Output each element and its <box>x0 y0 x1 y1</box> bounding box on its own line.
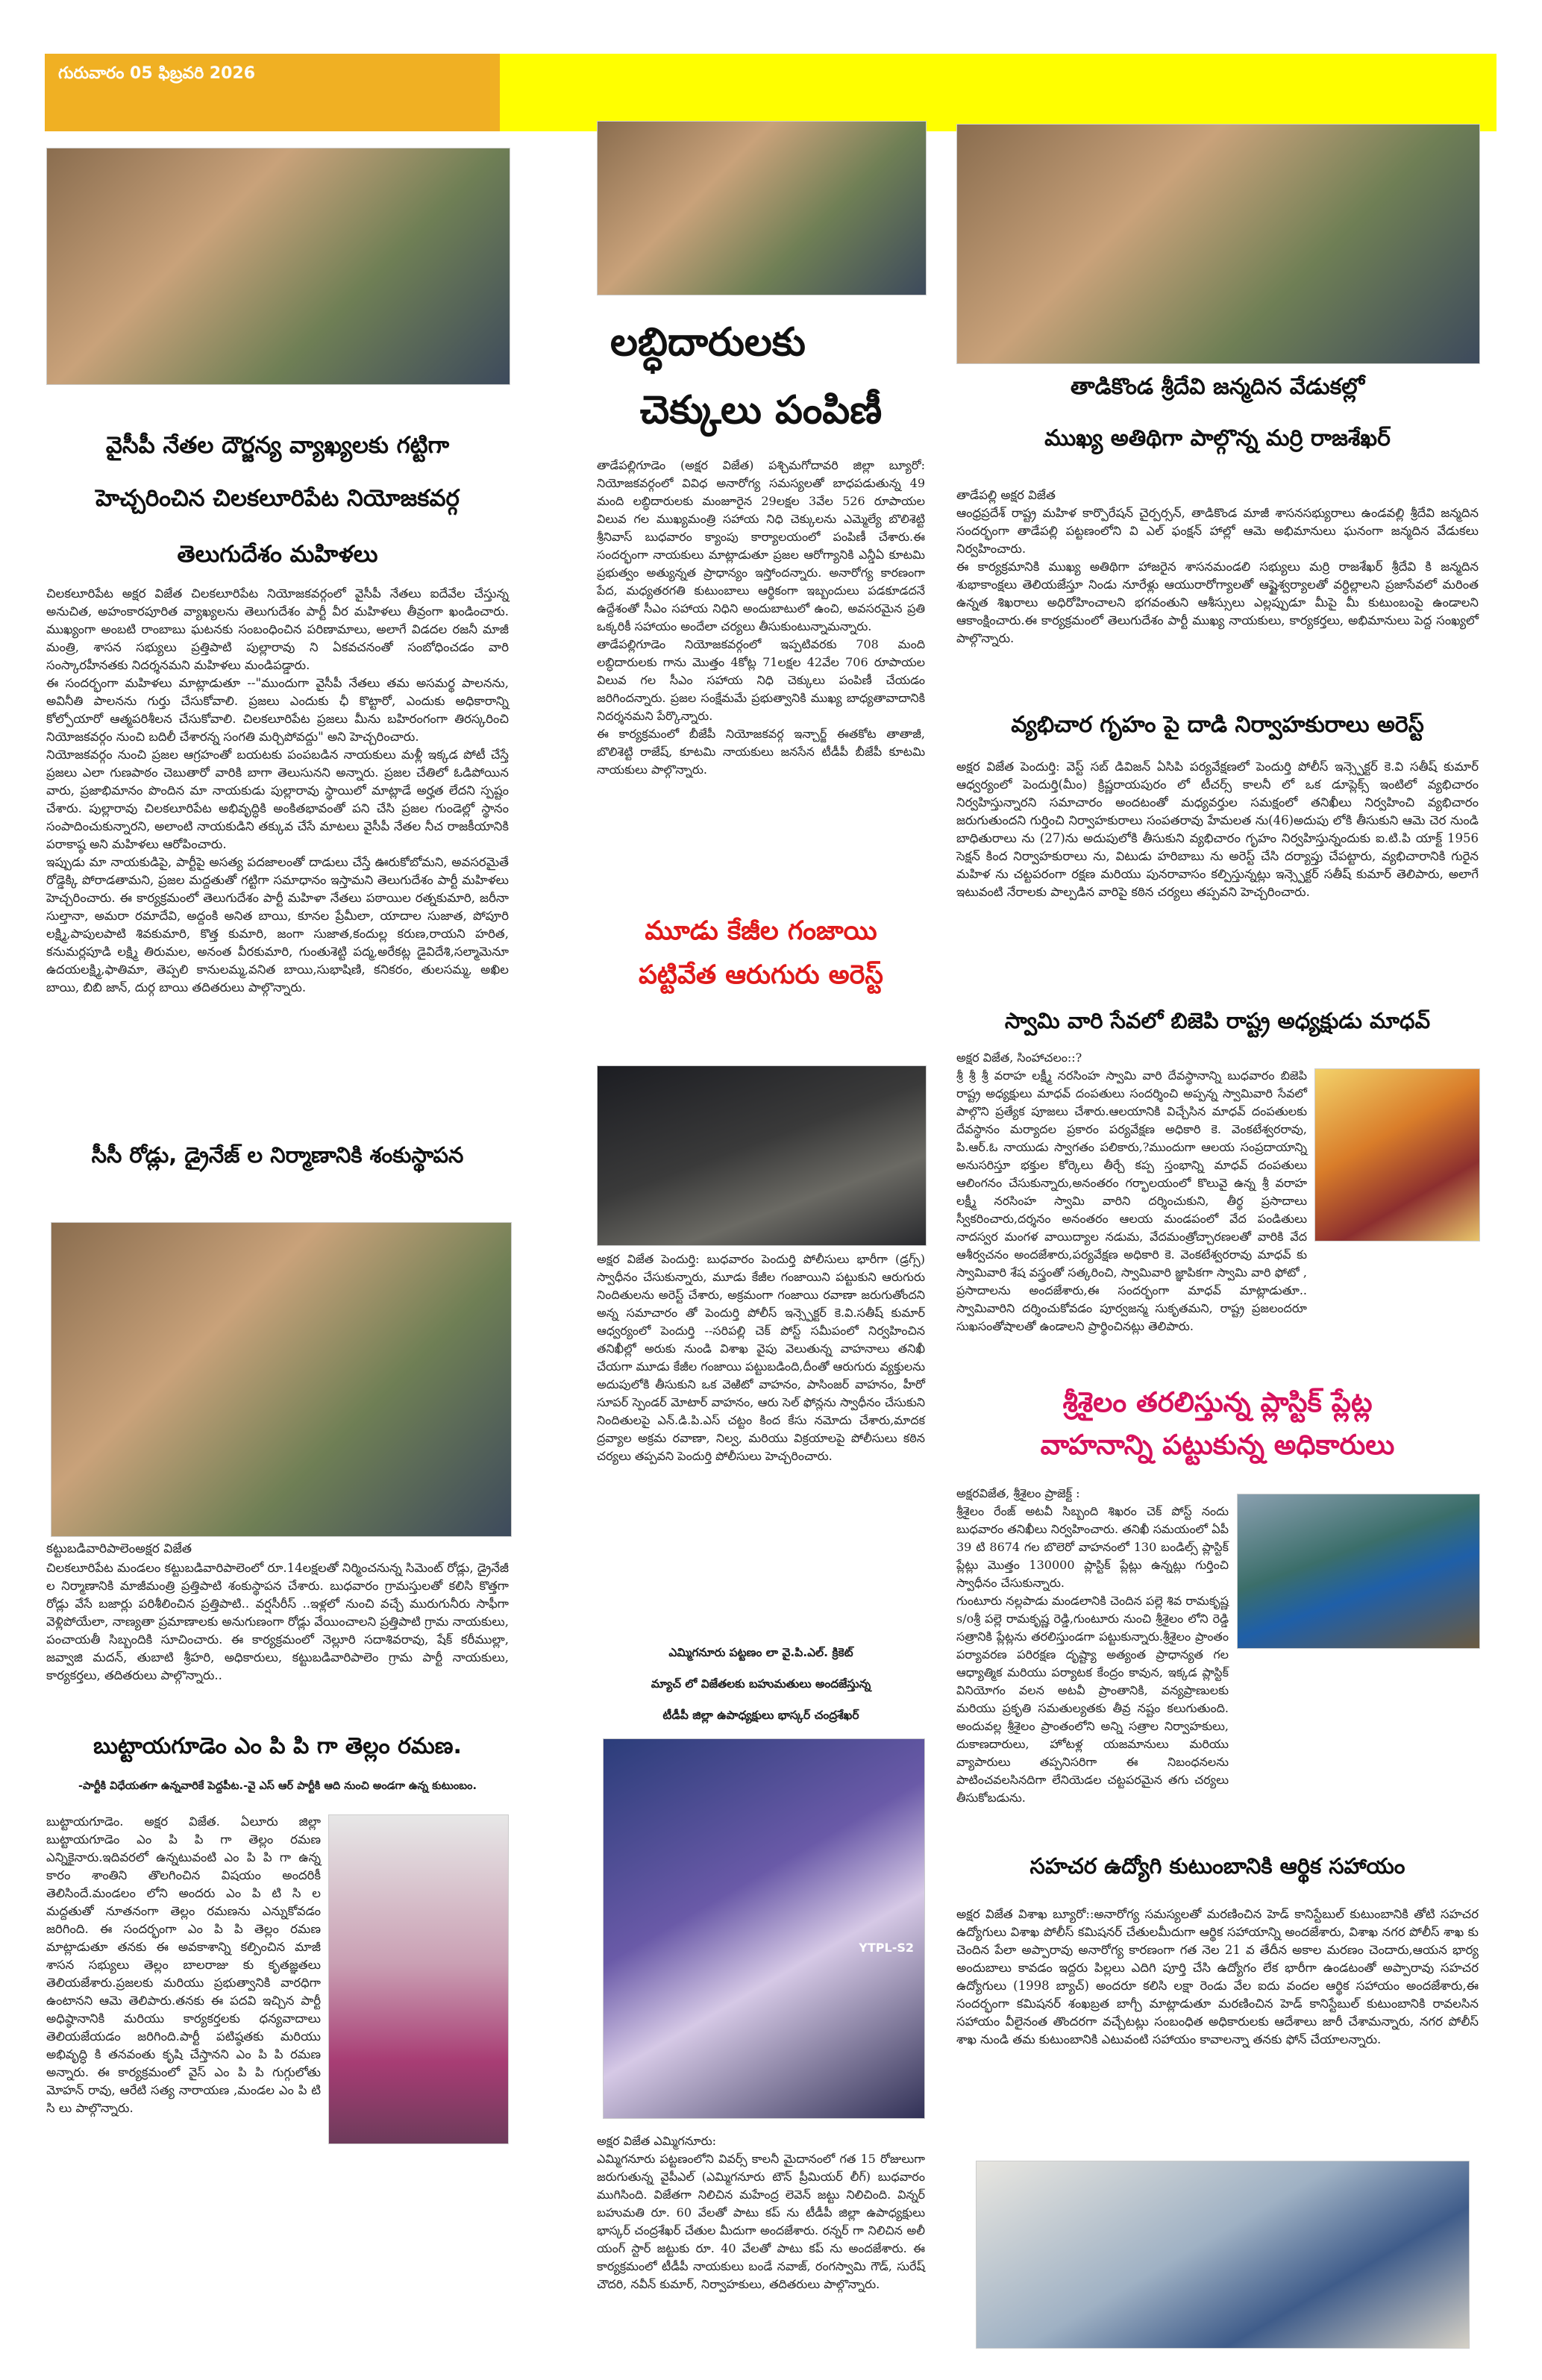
col3-article4-headline <box>956 1382 1479 1467</box>
col1-article2-headline: సీసీ రోడ్లు, డ్రైనేజ్ ల నిర్మాణానికి శంకుస్థాపన <box>91 1142 464 1168</box>
col2-article3-headline-line1: ఎమ్మిగనూరు పట్టణం లా వై.పి.ఎల్. క్రికెట్ <box>668 1646 853 1659</box>
col2-article1-body: తాడేపల్లిగూడెం (అక్షర విజేత) పశ్చిమగోదావరి జిల్లా బ్యూరో: నియోజకవర్గంలో వివిధ అనారోగ్య సమస్యలతో బాధపడుతున్న 49 మంది లబ్ధిదారులకు మంజూరైన 29లక్షల 3వేల 526 రూపాయల విలువ గల ముఖ్యమంత్రి సహాయ నిధి చెక్కులను ఎమ్మెల్యే బొలిశెట్టి శ్రీనివాస్ బుధవారం క్యాంపు కార్యాలయంలో పంపిణీ చేశారు.ఈ సందర్భంగా నాయకులు మాట్లాడుతూ ప్రజల ఆరోగ్యానికి ఎన్డీఏ కూటమి ప్రభుత్వం అత్యున్నత ప్రాధాన్యం ఇస్తోందన్నారు. అనారోగ్య కారణంగా పేద, మధ్యతరగతి కుటుంబాలు ఆర్థికంగా ఇబ్బందులు పడకూడదనే ఉద్దేశంతో సీఎం సహాయ నిధిని అందుబాటులో ఉంచి, అవసరమైన ప్రతి ఒక్కరికీ సహాయం అందేలా చర్యలు తీసుకుంటున్నామన్నారు. తాడేపల్లిగూడెం నియోజకవర్గంలో ఇప్పటివరకు 708 మంది లబ్ధిదారులకు గాను మొత్తం 4కోట్ల 71లక్షల 42వేల 706 రూపాయల విలువ గల సీఎం సహాయ నిధి చెక్కులు పంపిణీ చేయడం జరిగిందన్నారు. ప్రజల సంక్షేమమే ప్రభుత్వానికి ముఖ్య బాధ్యతావాదానికి నిదర్శనమని పేర్కొన్నారు. ఈ కార్యక్రమంలో బీజేపీ నియోజకవర్గ ఇన్చార్జ్ ఈతకోట తాతాజీ, బొలిశెట్టి రాజేష్, కూటమి నాయకులు జనసేన టీడీపీ బీజేపీ కూటమి నాయకులు పాల్గొన్నారు. <box>597 458 925 777</box>
col2-article1-headline <box>597 306 925 442</box>
col1-article1-body: చిలకలూరిపేట అక్షర విజేత చిలకలూరిపేట నియోజకవర్గంలో వైసీపీ నేతలు ఐదేవేల చేస్తున్న అనుచిత, అహంకారపూరిత వ్యాఖ్యలను తెలుగుదేశం పార్టీ వీర మహిళలు తీవ్రంగా ఖండించారు. ముఖ్యంగా అంబటి రాంబాబు ఘటనకు సంబంధించిన పరిణామాలు, అలాగే విడదల రజనీ మాజీ మంత్రి, శాసన సభ్యులు ప్రత్తిపాటి పుల్లారావు ని ఏకవచనంతో సంబోధించడం వారి సంస్కారహీనతకు నిదర్శనమని మహిళలు మండిపడ్డారు. ఈ సందర్భంగా మహిళలు మాట్లాడుతూ --"ముందుగా వైసీపీ నేతలు తమ అసమర్థ పాలనను, అవినీతి పాలనను గుర్తు చేసుకోవాలి. ప్రజలు ఎందుకు ఛీ కొట్టారో, ఎందుకు అధికారాన్ని కోల్పోయారో ఆత్మపరిశీలన చేసుకోవాలి. చిలకలూరిపేట ప్రజలు మీను బహిరంగంగా తిరస్కరించి నియోజకవర్గం నుంచి బదిలీ చేశారన్న సంగతి మర్చిపోవద్దు" అని హెచ్చరించారు. నియోజకవర్గం నుంచి ప్రజల ఆగ్రహంతో బయటకు పంపబడిన నాయకులు మళ్లీ ఇక్కడ పోటీ చేస్తే ప్రజలు ఎలా గుణపాఠం చెబుతారో వారికి బాగా తెలుసునని అన్నారు. ప్రజల చేతిలో ఓడిపోయిన వారు, ప్రజాభిమానం పొందిన మా నాయకుడు పుల్లారావు స్థాయిలో మాట్లాడే అర్హత లేదని స్పష్టం చేశారు. పుల్లారావు చిలకలూరిపేట అభివృద్ధికి అంకితభావంతో పని చేసి ప్రజల గుండెల్లో స్థానం సంపాదించుకున్నారని, అలాంటి నాయకుడిని తక్కువ చేసే మాటలు వైసీపీ నేతల నీచ రాజకీయానికి పరాకాష్ఠ అని మహిళలు ఆరోపించారు. ఇప్పుడు మా నాయకుడిపై, పార్టీపై అసత్య పదజాలంతో దాడులు చేస్తే ఊరుకోబోమని, అవసరమైతే రోడ్డెక్కి పోరాడతామని, ప్రజల మద్దతుతో గట్టిగా సమాధానం ఇస్తామని తెలుగుదేశం పార్టీ మహిళలు హెచ్చరించారు. ఈ కార్యక్రమంలో తెలుగుదేశం పార్టీ మహిళా నేతలు పఠాయిల రత్నకుమారి, జరీనా సుల్తానా, అమరా రమాదేవి, అద్దంకి అనిత బాయి, కూనల ప్రేమీలా, యాదాల సుజాత, పోపూరి లక్ష్మి,పాపులపాటి శివకుమారి, కొత్త కుమారి, జంగా సుజాత,కందుల్ల కరుణ,రాయని హరిత, కనుమర్లపూడి లక్ష్మి తిరుమల, అనంత వీరకుమారి, గుంతుశెట్టి పద్మ,అరేకట్ల డైవిదేశి,సల్మామెనూ ఉదయలక్ష్మి,ఫాతిమా, తెప్పలి కానులమ్మ,వనిత బాయి,సుభాషిణి, కనికరం, తులసమ్మ, అఖిల బాయి, బిబి జాన్, దుర్గ బాయి తదితరులు పాల్గొన్నారు. <box>46 586 509 995</box>
col3-article1-headline <box>956 363 1479 466</box>
col1-article3-subheadline: -పార్టీకి విధేయతగా ఉన్నవారికే పెద్దపీట.-వై ఎస్ ఆర్ పార్టీకి ఆది నుంచి అండగా ఉన్న కుటుంబం. <box>78 1780 477 1792</box>
col3-article1-headline-line2: ముఖ్య అతిథిగా పాల్గొన్న మర్రి రాజశేఖర్ <box>1044 425 1391 451</box>
photo-birthday-celebration <box>956 124 1480 364</box>
col1-article1-headline-line3: తెలుగుదేశం మహిళలు <box>177 541 378 568</box>
col2-article3-body: అక్షర విజేత ఎమ్మిగనూరు: ఎమ్మిగనూరు పట్టణంలోని వివర్స్ కాలనీ మైదానంలో గత 15 రోజులుగా జరుగుతున్న వైపీఎల్ (ఎమ్మిగనూరు టౌన్ ప్రీమియర్ లీగ్) బుధవారం ముగిసింది. విజేతగా నిలిచిన మహేంద్ర లెవెన్ జట్టు నిలిచింది. విన్నర్ బహుమతి రూ. 60 వేలతో పాటు కప్ ను టీడీపీ జిల్లా ఉపాధ్యక్షులు భాస్కర్ చంద్రశేఖర్ చేతుల మీదుగా అందజేశారు. రన్నర్ గా నిలిచిన అలీ యంగ్ స్టార్ జట్టుకు రూ. 40 వేలతో పాటు కప్ ను అందజేశారు. ఈ కార్యక్రమంలో టీడీపీ నాయకులు బండే నవాజ్, రంగస్వామి గౌడ్, సురేష్ చౌదరి, నవీన్ కుమార్, నిర్వాహకులు, తదితరులు పాల్గొన్నారు. <box>597 2134 925 2291</box>
col2-article1-headline-line2: చెక్కులు పంపిణీ <box>639 388 883 433</box>
photo-mpp-ramana <box>328 1814 509 2144</box>
col3-article4-body: అక్షరవిజేత, శ్రీశైలం ప్రాజెక్ట్ : శ్రీశైలం రేంజ్ అటవీ సిబ్బంది శిఖరం చెక్ పోస్ట్ నందు బుధవారం తనిఖీలు నిర్వహించారు. తనిఖీ సమయంలో ఏపీ 39 టి 8674 గల బొలెరో వాహనంలో 130 బండిల్స్ ప్లాస్టిక్ ప్లేట్లు మొత్తం 130000 ప్లాస్టిక్ ప్లేట్లు ఉన్నట్లు గుర్తించి స్వాధీనం చేసుకున్నారు. గుంటూరు నల్లపాడు మండలానికి చెందిన పల్లె శివ రామకృష్ణ s/oశ్రీ పల్లె రామకృష్ణ రెడ్డి,గుంటూరు నుంచి శ్రీశైలం లోని రెడ్డి సత్రానికి ప్లేట్లను తరలిస్తుండగా పట్టుకున్నారు.శ్రీశైలం ప్రాంతం పర్యావరణ పరిరక్షణ దృష్ట్యా అత్యంత ప్రాధాన్యత గల ఆధ్యాత్మిక మరియు పర్యాటక కేంద్రం కావున, ఇక్కడ ప్లాస్టిక్ వినియోగం వలన అటవీ ప్రాంతానికి, వన్యప్రాణులకు మరియు ప్రకృతి సమతుల్యతకు తీవ్ర నష్టం కలుగుతుంది. అందువల్ల శ్రీశైలం ప్రాంతంలోని అన్ని సత్రాల నిర్వాహకులు, దుకాణదారులు, హోటళ్ల యజమానులు మరియు వ్యాపారులు తప్పనిసరిగా ఈ నిబంధనలను పాటించవలసినదిగా లేనియెడల చట్టపరమైన తగు చర్యలు తీసుకోబడును. <box>956 1486 1229 1805</box>
col3-article2-body: అక్షర విజేత పెందుర్తి: వెస్ట్ సబ్ డివిజన్ ఏసిపి పర్యవేక్షణలో పెందుర్తి పోలీస్ ఇన్స్పెక్టర్ కె.వి సతీష్ కుమార్ ఆధ్వర్యంలో పెందుర్తి(మీం) క్రిష్ణరాయపురం లో టీచర్స్ కాలనీ లో ఒక డూప్లెక్స్ ఇంటిలో వ్యభిచారం నిర్వహిస్తున్నారని సమాచారం అందటంతో మధ్యవర్తుల సమక్షంలో తనిఖీలు నిర్వహించి వ్యభిచారం జరుగుతుందని గుర్తించి నిర్వాహకురాలు సంపతరావు హేమలత ను(46)అదుపు లోకి తీసుకుని ఆమె చెర నుండి బాధితురాలు ను (27)ను అదుపులోకి తీసుకుని వ్యభిచారం గృహం నిర్వహిస్తున్నందుకు ఐ.టి.పి యాక్ట్ 1956 సెక్షన్ కింద నిర్వాహకురాలు ను, విటుడు హరిబాబు ను అరెస్ట్ చేసి దర్యాప్తు చేపట్టారు, వ్యభిచారానికి గురైన మహిళ ను చట్టపరంగా రక్షణ మరియు పునరావాసం కల్పిస్తున్నట్లు ఇన్స్పెక్టర్ సతీష్ కుమార్ తెలిపారు, అలాగే ఇటువంటి నేరాలకు పాల్పడిన వారిపై కఠిన చర్యలు తప్పవని హెచ్చరించారు. <box>956 760 1483 899</box>
col2-article2-headline-line1: మూడు కేజీల గంజాయి <box>645 916 877 946</box>
col3-article3-headline: స్వామి వారి సేవలో బిజెపి రాష్ట్ర అధ్యక్షుడు మాధవ్ <box>1004 1008 1431 1033</box>
photo-plastic-plates-vehicle <box>1237 1494 1480 1649</box>
photo-financial-aid <box>976 2161 1470 2349</box>
col1-article2-body: చిలకలూరిపేట మండలం కట్టుబడివారిపాలెంలో రూ.14లక్షలతో నిర్మించనున్న సిమెంట్ రోడ్లు, డ్రైనేజీ ల నిర్మాణానికి మాజీమంత్రి ప్రత్తిపాటి శంకుస్థాపన చేశారు. బుధవారం గ్రామస్తులతో కలిసి కొత్తగా రోడ్లు వేసే బజార్లు పరిశీలించిన ప్రత్తిపాటి.. వర్షసీరీస్‌ ..ఇళ్లలో నుంచి వచ్చే మురుగునీరు సాఫీగా వెళ్లిపోయేలా, నాణ్యతా ప్రమాణాలకు అనుగుణంగా రోడ్లు వేయించాలని ప్రత్తిపాటి గ్రామ నాయకులు, పంచాయతీ సిబ్బందికి సూచించారు. ఈ కార్యక్రమంలో నెల్లూరి సదాశివరావు, షేక్ కరీముల్లా, జవ్వాజి మదన్, తుబాటి శ్రీహరి, అధికారులు, కట్టుబడివారిపాలెం గ్రామ పార్టీ నాయకులు, కార్యకర్తలు, తదితరులు పాల్గొన్నారు.. <box>46 1561 513 1682</box>
col2-article3-headline-line2: మ్యాచ్ లో విజేతలకు బహుమతులు అందజేస్తున్న <box>651 1677 871 1691</box>
photo-cricket-winners <box>603 1738 925 2119</box>
photo-cheque-distribution <box>597 121 927 295</box>
col1-article2-dateline: కట్టుబడివారిపాలెంఅక్షర విజేత <box>46 1541 192 1556</box>
sports-banner-label: YTPL-S2 <box>859 1941 914 1955</box>
col3-article5-headline: సహచర ఉద్యోగి కుటుంబానికి ఆర్థిక సహాయం <box>1029 1853 1405 1879</box>
col1-article3-body: బుట్టాయగూడెం. అక్షర విజేత. ఏలూరు జిల్లా బుట్టాయగూడెం ఎం పి పి గా తెల్లం రమణ ఎన్నికైనారు.ఇదివరలో ఉన్నటువంటి ఎం పి పి గా ఉన్న కారం శాంతిని తొలగించిన విషయం అందరికీ తెలిసిందే.మండలం లోని అందరు ఎం పి టి సి ల మద్దతుతో నూతనంగా తెల్లం రమణను ఎన్నుకోవడం జరిగింది. ఈ సందర్భంగా ఎం పి పి తెల్లం రమణ మాట్లాడుతూ తనకు ఈ అవకాశాన్ని కల్పించిన మాజీ శాసన సభ్యులు తెల్లం బాలరాజు కు కృతజ్ఞతలు తెలియజేశారు.ప్రజలకు మరియు ప్రభుత్వానికి వారధిగా ఉంటానని ఆమె తెలిపారు.తనకు ఈ పదవి ఇచ్చిన పార్టీ అధిష్ఠానానికి మరియు కార్యకర్తలకు ధన్యవాదాలు తెలియజేయడం జరిగింది.పార్టీ పటిష్ఠతకు మరియు అభివృద్ధి కి తనవంతు కృషి చేస్తానని ఎం పి పి రమణ అన్నారు. ఈ కార్యక్రమంలో వైస్ ఎం పి పి గుగ్గులోతు మోహన్ రావు, ఆరేటి సత్య నారాయణ ,మండల ఎం పి టి సి లు పాల్గొన్నారు. <box>46 1814 325 2115</box>
photo-ganja-seizure <box>597 1065 927 1246</box>
col3-article2-headline: వ్యభిచార గృహం పై దాడి నిర్వాహకురాలు అరెస్ట్ <box>1011 712 1424 738</box>
col1-article1-headline <box>46 422 509 580</box>
col3-article4-headline-line2: వాహనాన్ని పట్టుకున్న అధికారులు <box>1040 1429 1395 1461</box>
col3-article4-headline-line1: శ్రీశైలం తరలిస్తున్న ప్లాస్టిక్ ప్లేట్ల <box>1062 1386 1373 1418</box>
photo-foundation-stone <box>51 1222 512 1537</box>
col3-article1-headline-line1: తాడికొండ శ్రీదేవి జన్మదిన వేడుకల్లో <box>1070 374 1365 400</box>
col2-article2-body: అక్షర విజేత పెందుర్తి: బుధవారం పెందుర్తి పోలీసులు భారీగా (డ్రగ్స్) స్వాధీనం చేసుకున్నారు, మూడు కేజీల గంజాయిని పట్టుకుని ఆరుగురు నిందితులను అరెస్ట్ చేశారు, అక్రమంగా గంజాయి రవాణా జరుగుతోందని అన్న సమాచారం తో పెందుర్తి పోలీస్ ఇన్స్పెక్టర్ కె.వి.సతీష్ కుమార్ ఆధ్వర్యంలో పెందుర్తి --సరిపల్లి చెక్ పోస్ట్ సమీపంలో నిర్వహించిన తనిఖీల్లో అరుకు నుండి విశాఖ వైపు వెలుతున్న వాహనాలు తనిఖీ చేయగా మూడు కేజీల గంజాయి పట్టుబడింది,దీంతో ఆరుగురు వ్యక్తులను అదుపులోకి తీసుకుని ఒక వెఱిటో వాహనం, పాసింజర్ వాహనం, హీరో సూపర్ స్పెండర్ మోటార్ వాహనం, ఆరు సెల్ ఫోన్లను స్వాధీనం చేసుకుని నిందితులపై ఎన్.డి.పి.ఎస్ చట్టం కింద కేసు నమోదు చేశారు,మాదక ద్రవ్యాల అక్రమ రవాణా, నిల్వ, మరియు విక్రయాలపై పోలీసులు కఠిన చర్యలు తప్పవని పెందుర్తి పోలీసులు హెచ్చరించారు. <box>597 1252 930 1463</box>
col3-article3-body-top: అక్షర విజేత, సింహాచలం::? శ్రీ శ్రీ శ్రీ వరాహ లక్ష్మీ నరసింహ స్వామి వారి దేవస్థానాన్ని బుధవారం బిజెపి రాష్ట్ర అధ్యక్షులు మాధవ్ దంపతులు సందర్శించి అప్పన్న స్వామివారి సేవలో పాల్గొని ప్రత్యేక పూజలు చేశారు.ఆలయానికి విచ్చేసిన మాధవ్ దంపతులకు దేవస్థానం మర్యాదల ప్రకారం పర్యవేక్షణ అధికారి కె. వెంకటేశ్వరరావు, పి.ఆర్.ఓ నాయుడు స్వాగతం పలికారు,?ముందుగా ఆలయ సంప్రదాయాన్ని అనుసరిస్తూ భక్తుల కోర్కెలు తీర్చే కప్ప స్తంభాన్ని మాధవ్ దంపతులు ఆలింగనం చేసుకున్నారు,అనంతరం గర్భాలయంలో కొలువై ఉన్న శ్రీ వరాహ లక్ష్మీ నరసింహ స్వామి వారిని దర్శించుకుని, తీర్థ ప్రసాదాలు స్వీకరించారు,దర్శనం అనంతరం ఆలయ మండపంలో వేద పండితులు నాదస్వర మంగళ వాయిద్యాల నడుమ, వేదమంత్రోచ్చారణలతో వారికి వేద ఆశీర్వచనం అందజేశారు,పర్యవేక్షణ అధికారి కె. వెంకటేశ్వరరావు మాధవ్ కు స్వామివారి శేష వస్త్రంతో సత్కరించి, స్వామివారి జ్ఞాపికగా స్వామి వారి ఫోటో , ప్రసాదాలను అందజేశారు,ఈ సందర్భంగా మాధవ్ మాట్లాడుతూ.. స్వామివారిని దర్శించుకోవడం పూర్వజన్మ సుకృతమని, రాష్ట్ర ప్రజలందరూ సుఖసంతోషాలతో ఉండాలని ప్రార్థించినట్లు తెలిపారు. <box>956 1050 1307 1333</box>
header-yellow-band <box>500 54 1496 131</box>
col2-article1-headline-line1: లబ్ధిదారులకు <box>610 320 806 365</box>
col1-article3-headline: బుట్టాయగూడెం ఎం పి పి గా తెల్లం రమణ. <box>93 1733 462 1759</box>
photo-women-meeting <box>46 148 510 385</box>
col2-article2-headline-line2: పట్టివేత ఆరుగురు అరెస్ట్ <box>639 960 883 990</box>
col2-article2-headline <box>597 909 925 997</box>
page-header <box>45 54 1496 131</box>
col2-article3-headline <box>597 1637 925 1731</box>
col1-article1-headline-line2: హెచ్చరించిన చిలకలూరిపేట నియోజకవర్గ <box>95 485 460 512</box>
col1-article1-headline-line1: వైసీపీ నేతల దౌర్జన్య వ్యాఖ్యలకు గట్టిగా <box>105 432 450 459</box>
col2-article3-headline-line3: టీడీపీ జిల్లా ఉపాధ్యక్షులు భాస్కర్ చంద్రశేఖర్ <box>662 1709 859 1722</box>
header-date: గురువారం 05 ఫిబ్రవరి 2026 <box>45 54 500 131</box>
photo-temple-visit <box>1314 1068 1480 1241</box>
col3-article1-body: తాడేపల్లి అక్షర విజేత ఆంధ్రప్రదేశ్ రాష్ట్ర మహిళ కార్పొరేషన్ చైర్పర్సన్, తాడికొండ మాజీ శాసనసభ్యురాలు ఉండవల్లి శ్రీదేవి జన్మదిన సందర్భంగా తాడేపల్లి పట్టణంలోని వి ఎల్ ఫంక్షన్ హాల్లో ఆమె అభిమానులు ఘనంగా జన్మదిన వేడుకలు నిర్వహించారు. ఈ కార్యక్రమానికి ముఖ్య అతిథిగా హాజరైన శాసనమండలి సభ్యులు మర్రి రాజశేఖర్ శ్రీదేవి కి జన్మదిన శుభాకాంక్షలు తెలియజేస్తూ నిండు నూరేళ్లు ఆయురారోగ్యాలతో ఆష్టైశ్వర్యాలతో వర్ధిల్లాలని ప్రజాసేవలో మరింత ఉన్నత శిఖరాలు అధిరోహించాలని భగవంతుని ఆశీస్సులు ఎల్లప్పుడూ మీపై మీ కుటుంబంపై ఉండాలని ఆకాంక్షించారు.ఈ కార్యక్రమంలో తెలుగుదేశం పార్టీ ముఖ్య నాయకులు, కార్యకర్తలు, అభిమానులు పెద్ద సంఖ్యలో పాల్గొన్నారు. <box>956 488 1479 645</box>
col3-article5-body: అక్షర విజేత విశాఖ బ్యూరో::అనారోగ్య సమస్యలతో మరణించిన హెడ్ కానిస్టేబుల్ కుటుంబానికి తోటి సహచర ఉద్యోగులు విశాఖ పోలీస్ కమిషనర్ చేతులమీదుగా ఆర్థిక సహాయాన్ని అందజేశారు, విశాఖ నగర పోలీస్ శాఖ కు చెందిన పేలా అప్పారావు అనారోగ్య కారణంగా గత నెల 21 వ తేదీన అకాల మరణం చెందారు,ఆయన భార్య అందుబాలు కావడం ఇద్దరు పిల్లలు ఎదిగి పూర్తి చేసి ఉద్యోగం లేక భారీగా ఉండటంతో అప్పారావు సహచర ఉద్యోగులు (1998 బ్యాచ్) అందరూ కలిసి లక్షా రెండు వేల ఐదు వందల ఆర్థిక సహాయం అందజేశారు,ఈ సందర్భంగా కమిషనర్ శంఖబ్రత బాగ్చీ మాట్లాడుతూ మరణించిన హెడ్ కానిస్టేబుల్ కుటుంబానికి రావలసిన సహాయం వీలైనంత తొందరగా వచ్చేటట్లు సంబంధిత అధికారులకు ఆదేశాలు జారీ చేశామన్నారు, నగర పోలీస్ శాఖ నుండి తమ కుటుంబానికి ఎటువంటి సహాయం కావాలన్నా తనకు ఫోన్ చేయాలన్నారు. <box>956 1907 1483 2047</box>
